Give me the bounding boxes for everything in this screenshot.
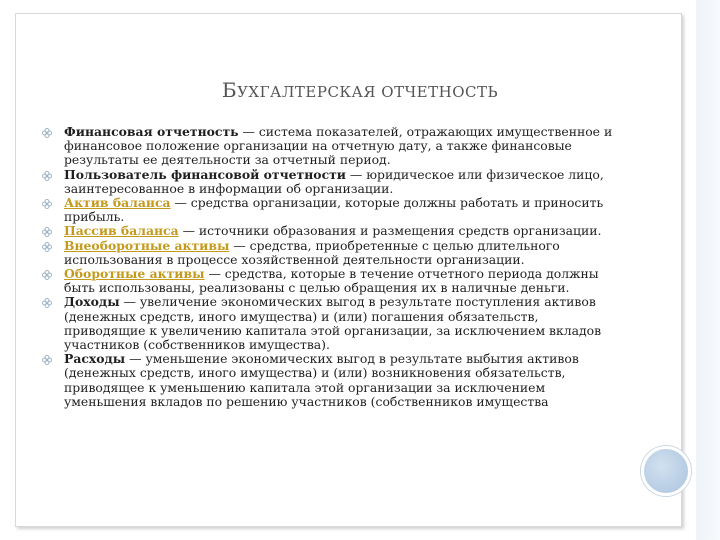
definition-text: — уменьшение экономических выгод в результате выбытия активов (денежных средств, иного имущества) и (или) возникновения обязательств, приводящее к уменьшению капитала этой организации за исключением уменьшения вкладов по решению участников (собственников имущества bbox=[64, 351, 579, 409]
term-link[interactable]: Внеоборотные активы bbox=[64, 237, 230, 253]
flower-bullet-icon bbox=[42, 170, 52, 180]
term-label: Финансовая отчетность bbox=[64, 124, 239, 139]
definition-text: — средства, которые в течение отчетного периода должны быть использованы, реализованы с целью обращения их в наличные деньги. bbox=[64, 266, 599, 296]
list-item bbox=[42, 196, 622, 224]
slide-title bbox=[0, 78, 720, 102]
list-item bbox=[42, 239, 622, 267]
flower-bullet-icon bbox=[42, 226, 52, 236]
definition-text: — увеличение экономических выгод в результате поступления активов (денежных средств, иного имущества) и (или) погашения обязательств, приводящие к увеличению капитала этой организации, за исключением вкладов участников (собственников имущества). bbox=[64, 294, 602, 353]
definition-text: — средства, приобретенные с целью длительного использования в процессе хозяйственной деятельности организации. bbox=[64, 237, 560, 267]
term-label: Доходы bbox=[64, 294, 120, 310]
list-item bbox=[42, 125, 622, 168]
term-label: Пользователь финансовой отчетности bbox=[64, 166, 346, 182]
term-label: Расходы bbox=[64, 351, 126, 367]
list-item bbox=[42, 267, 622, 295]
flower-bullet-icon bbox=[42, 198, 52, 208]
definition-text: — источники образования и размещения средств организации. bbox=[178, 223, 602, 239]
list-item bbox=[42, 168, 622, 196]
list-item bbox=[42, 352, 622, 409]
term-link[interactable]: Оборотные активы bbox=[64, 266, 205, 282]
list-item bbox=[42, 224, 622, 238]
definition-text: — средства организации, которые должны работать и приносить прибыль. bbox=[64, 195, 604, 225]
title-rest: УХГАЛТЕРСКАЯ ОТЧЕТНОСТЬ bbox=[237, 83, 499, 101]
flower-bullet-icon bbox=[42, 241, 52, 251]
list-item bbox=[42, 295, 622, 352]
title-first-letter: Б bbox=[221, 78, 238, 102]
term-link[interactable]: Пассив баланса bbox=[64, 223, 179, 239]
definition-text: — система показателей, отражающих имущественное и финансовое положение организации на отчетную дату, а также финансовые результаты ее деятельности за отчетный период. bbox=[64, 124, 613, 168]
definition-text: — юридическое или физическое лицо, заинтересованное в информации об организации. bbox=[64, 166, 604, 196]
flower-bullet-icon bbox=[42, 127, 52, 137]
decorative-circle bbox=[641, 446, 691, 496]
bullet-list bbox=[42, 125, 622, 409]
flower-bullet-icon bbox=[42, 297, 52, 307]
flower-bullet-icon bbox=[42, 354, 52, 364]
flower-bullet-icon bbox=[42, 269, 52, 279]
term-link[interactable]: Актив баланса bbox=[64, 195, 171, 211]
